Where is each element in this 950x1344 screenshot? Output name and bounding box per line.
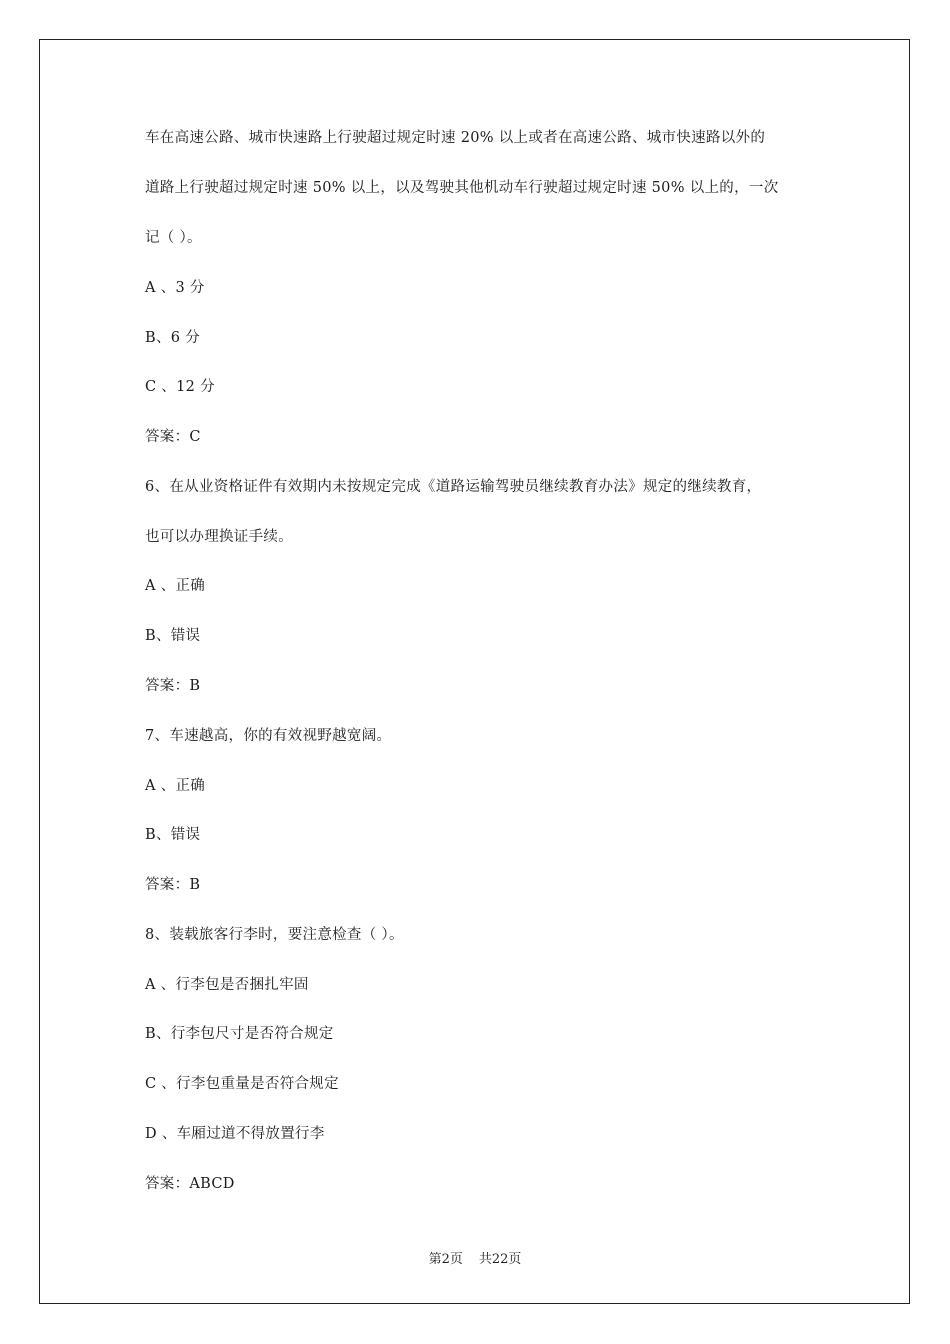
question-text: 道路上行驶超过规定时速 50% 以上，以及驾驶其他机动车行驶超过规定时速 50% 以上的，一次: [145, 180, 779, 196]
answer-option: C 、行李包重量是否符合规定: [145, 1076, 339, 1092]
page-footer: [0, 1248, 950, 1267]
answer-option: D 、车厢过道不得放置行李: [145, 1126, 325, 1142]
answer-option: A 、3 分: [145, 280, 205, 296]
answer-option: A 、正确: [145, 778, 206, 794]
answer-option: B、行李包尺寸是否符合规定: [145, 1026, 334, 1042]
answer-key: 答案：B: [145, 877, 201, 893]
page-number: 第2页: [428, 1252, 463, 1267]
question-text: 记（ ）。: [145, 230, 202, 246]
question-text: 也可以办理换证手续。: [145, 529, 293, 545]
answer-key: 答案：B: [145, 678, 201, 694]
answer-option: C 、12 分: [145, 379, 215, 395]
answer-option: B、错误: [145, 827, 201, 843]
question-text: 车在高速公路、城市快速路上行驶超过规定时速 20% 以上或者在高速公路、城市快速路以外的: [145, 130, 766, 146]
answer-key: 答案：ABCD: [145, 1176, 235, 1192]
page-total: 共22页: [478, 1252, 522, 1267]
answer-option: A 、行李包是否捆扎牢固: [145, 977, 309, 993]
answer-key: 答案：C: [145, 429, 201, 445]
question-text: 7、车速越高，你的有效视野越宽阔。: [145, 728, 392, 744]
answer-option: A 、正确: [145, 578, 206, 594]
answer-option: B、错误: [145, 628, 201, 644]
answer-option: B、6 分: [145, 330, 200, 346]
question-text: 6、在从业资格证件有效期内未按规定完成《道路运输驾驶员继续教育办法》规定的继续教育，: [145, 479, 762, 495]
question-text: 8、装载旅客行李时，要注意检查（ ）。: [145, 927, 404, 943]
